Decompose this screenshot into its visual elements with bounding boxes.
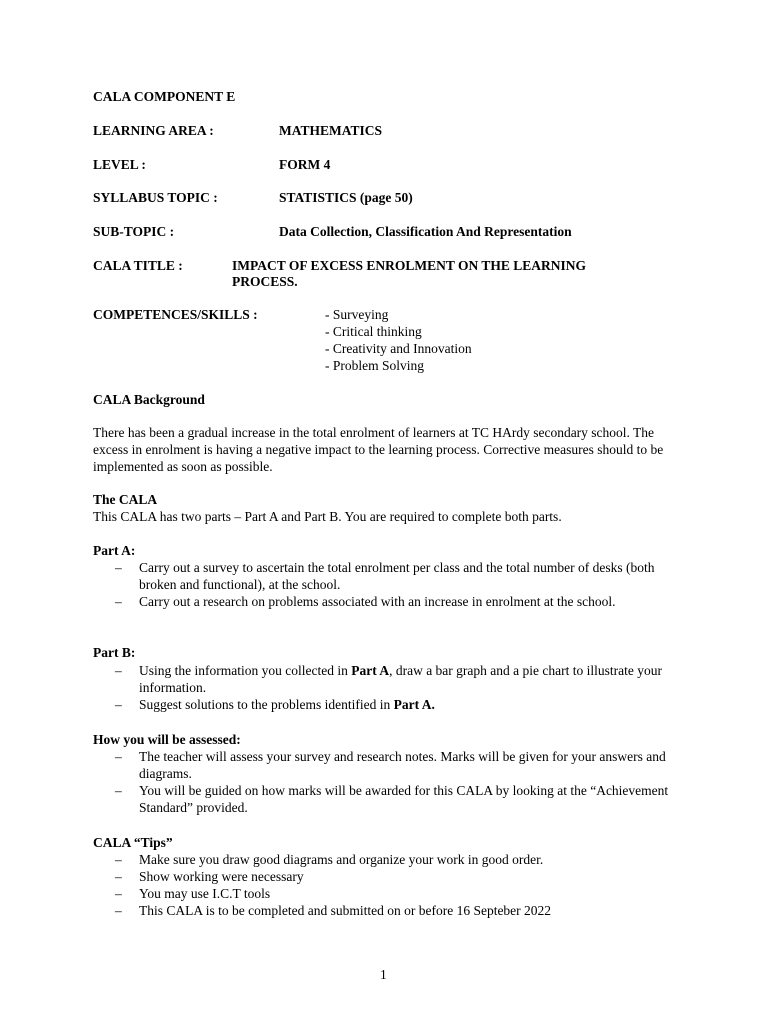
list-item: – Suggest solutions to the problems identified in Part A. — [115, 697, 435, 712]
background-heading: CALA Background — [93, 392, 205, 407]
skills-list — [325, 306, 472, 374]
dash-bullet: – — [115, 594, 122, 609]
level-value: FORM 4 — [279, 157, 331, 172]
part-a-list — [115, 559, 675, 610]
dash-bullet: – — [115, 886, 122, 901]
tips-list — [115, 851, 675, 919]
dash-bullet: – — [115, 783, 122, 798]
list-item: – You will be guided on how marks will be awarded for this CALA by looking at the “Achievement Standard” provided. — [115, 783, 669, 815]
list-item: – Make sure you draw good diagrams and organize your work in good order. — [115, 852, 544, 867]
the-cala-heading: The CALA — [93, 492, 158, 507]
dash-bullet: – — [115, 560, 122, 575]
syllabus-topic-label: SYLLABUS TOPIC : — [93, 190, 218, 205]
dash-bullet: – — [115, 749, 122, 764]
list-item: – Using the information you collected in Part A, draw a bar graph and a pie chart to illustrate your information. — [115, 663, 662, 695]
part-b-list — [115, 662, 675, 713]
dash-bullet: – — [115, 663, 122, 678]
the-cala-text: This CALA has two parts – Part A and Part B. You are required to complete both parts. — [93, 509, 562, 524]
part-a-heading: Part A: — [93, 543, 136, 558]
dash-bullet: – — [115, 903, 122, 918]
sub-topic-value: Data Collection, Classification And Representation — [279, 224, 572, 239]
component-heading: CALA COMPONENT E — [93, 89, 236, 104]
list-item: – Carry out a research on problems associated with an increase in enrolment at the school. — [115, 594, 616, 609]
page-number: 1 — [380, 967, 387, 982]
sub-topic-label: SUB-TOPIC : — [93, 224, 175, 239]
list-item: – This CALA is to be completed and submitted on or before 16 Septeber 2022 — [115, 903, 552, 918]
list-item: – You may use I.C.T tools — [115, 886, 271, 901]
syllabus-topic-value: STATISTICS (page 50) — [279, 190, 413, 205]
list-item: – The teacher will assess your survey and research notes. Marks will be given for your answers and diagrams. — [115, 749, 666, 781]
cala-title-line2: PROCESS. — [232, 274, 298, 289]
skill-item: - Critical thinking — [325, 324, 422, 339]
assessed-list — [115, 748, 675, 816]
assessed-heading: How you will be assessed: — [93, 732, 241, 747]
list-item: – Carry out a survey to ascertain the total enrolment per class and the total number of desks (both broken and functional), at the school. — [115, 560, 655, 592]
skill-item: - Surveying — [325, 307, 389, 322]
dash-bullet: – — [115, 852, 122, 867]
dash-bullet: – — [115, 697, 122, 712]
background-text: There has been a gradual increase in the total enrolment of learners at TC HArdy secondary school. The excess in enrolment is having a negative impact to the learning process. Corrective measures should to be implemented as soon as possible. — [93, 425, 664, 474]
learning-area-value: MATHEMATICS — [279, 123, 383, 138]
part-b-heading: Part B: — [93, 645, 136, 660]
learning-area-label: LEARNING AREA : — [93, 123, 214, 138]
dash-bullet: – — [115, 869, 122, 884]
list-item: – Show working were necessary — [115, 869, 304, 884]
cala-title-label: CALA TITLE : — [93, 258, 183, 273]
cala-title-line1: IMPACT OF EXCESS ENROLMENT ON THE LEARNING — [232, 258, 587, 273]
competences-label: COMPETENCES/SKILLS : — [93, 307, 258, 322]
level-label: LEVEL : — [93, 157, 146, 172]
skill-item: - Creativity and Innovation — [325, 341, 472, 356]
tips-heading: CALA “Tips” — [93, 835, 173, 850]
skill-item: - Problem Solving — [325, 358, 425, 373]
